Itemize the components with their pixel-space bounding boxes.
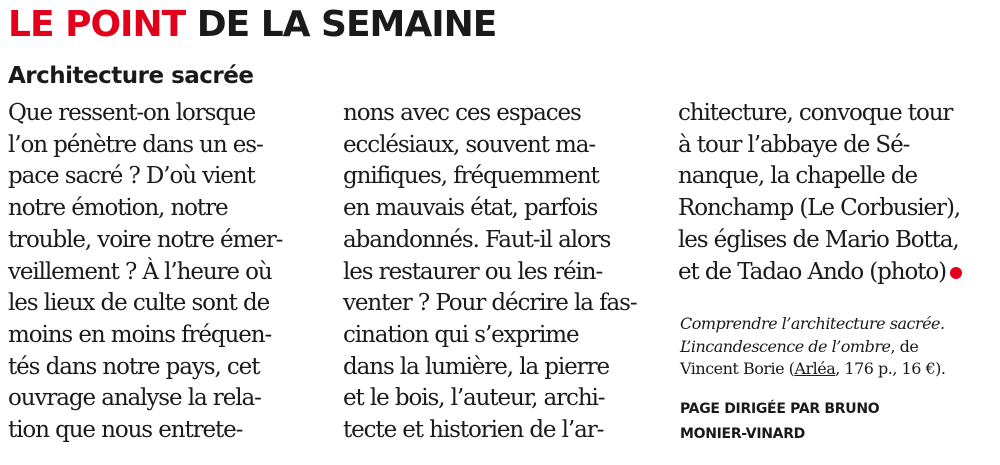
text-line: dans la lumière, la pierre <box>343 353 609 380</box>
text-line: tion que nous entrete- <box>8 417 243 444</box>
text-line: gnifiques, fréquemment <box>343 163 599 190</box>
reference-line-3 <box>680 358 998 381</box>
book-subtitle: L’incandescence de l’ombre <box>680 336 891 356</box>
text-line: tecte et historien de l’ar- <box>343 417 604 444</box>
text-line: trouble, voire notre émer- <box>8 226 283 253</box>
text-line: tés dans notre pays, cet <box>8 353 260 380</box>
text-line: ecclésiaux, souvent ma- <box>343 131 596 158</box>
text-line: moins en moins fréquen- <box>8 321 272 348</box>
text-line: l’on pénètre dans un es- <box>8 131 263 158</box>
text-line: Que ressent-on lorsque <box>8 100 256 126</box>
text-line: les restaurer ou les réin- <box>343 258 603 285</box>
text-line: venter ? Pour décrire la fas- <box>343 290 637 317</box>
text-column-1 <box>8 98 320 447</box>
text-line: les lieux de culte sont de <box>8 290 270 317</box>
title-accent: LE POINT <box>8 4 186 45</box>
text-line: à tour l’abbaye de Sé- <box>678 131 910 158</box>
text-line: nanque, la chapelle de <box>678 163 917 190</box>
publisher-link[interactable]: Arléa <box>794 359 836 378</box>
text-line: cination qui s’exprime <box>343 321 579 348</box>
text-line: les églises de Mario Botta, <box>678 226 959 253</box>
text-column-3 <box>678 98 1000 288</box>
text-line: ouvrage analyse la rela- <box>8 385 261 412</box>
credit-line-1: PAGE DIRIGÉE PAR BRUNO <box>680 401 880 417</box>
text-line: chitecture, convoque tour <box>678 100 953 126</box>
text-line-content: et de Tadao Ando (photo) <box>678 258 946 285</box>
reference-line-1 <box>680 313 998 336</box>
book-author: Vincent Borie ( <box>680 359 795 378</box>
text-line: Ronchamp (Le Corbusier), <box>678 195 961 222</box>
page-credit <box>680 397 879 447</box>
text-line: notre émotion, notre <box>8 195 228 222</box>
text-line: en mauvais état, parfois <box>343 195 598 222</box>
article-heading: Architecture sacrée <box>8 63 254 89</box>
credit-line-2: MONIER-VINARD <box>680 426 805 442</box>
book-title: Comprendre l’architecture sacrée. <box>680 314 945 333</box>
page-title <box>8 2 496 48</box>
book-reference <box>680 313 998 381</box>
text-line: nons avec ces espaces <box>343 100 581 126</box>
text-line: veillement ? À l’heure où <box>8 258 272 285</box>
text-line-last <box>678 257 1000 289</box>
text-line: abandonnés. Faut-il alors <box>343 226 611 253</box>
end-dot-icon <box>950 267 962 279</box>
title-rest: DE LA SEMAINE <box>196 4 497 45</box>
text-line: et le bois, l’auteur, archi- <box>343 385 605 412</box>
reference-by: , de <box>890 336 919 356</box>
text-line: pace sacré ? D’où vient <box>8 163 255 190</box>
reference-line-2 <box>680 336 998 359</box>
book-details: , 176 p., 16 €). <box>835 359 946 378</box>
text-column-2 <box>343 98 655 447</box>
